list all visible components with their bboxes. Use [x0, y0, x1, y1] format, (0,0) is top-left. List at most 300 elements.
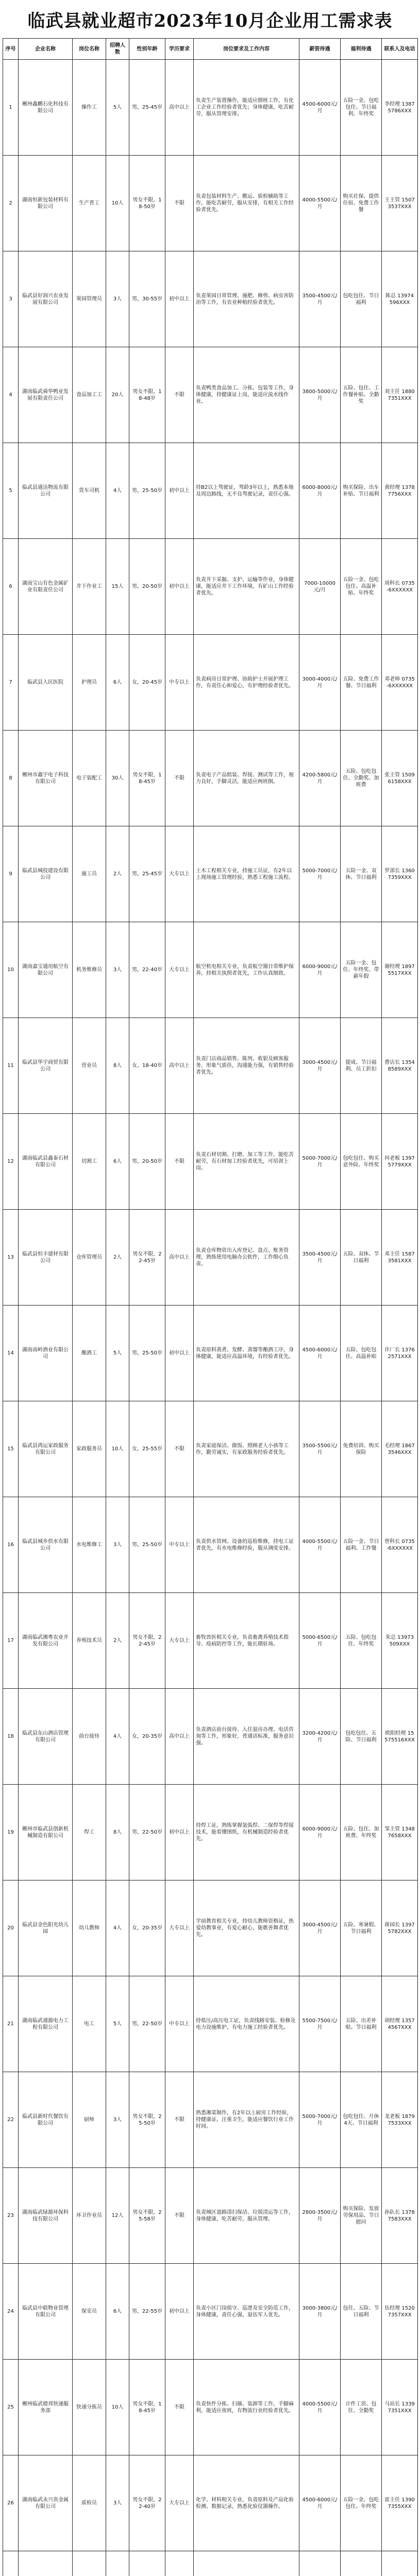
table-cell: 4500-6000元/月: [299, 2455, 341, 2551]
table-cell: 李经理 13875786XXX: [382, 60, 418, 156]
table-cell: 负责城区道路清扫保洁、垃圾清运等工作，身体健康，吃苦耐劳，服从管理。: [194, 2168, 299, 2264]
table-cell: 3人: [106, 922, 129, 1018]
table-cell: 负责井下采掘、支护、运输等作业，身体健康，能适应井下工作环境，有矿山工作经验者优先。: [194, 539, 299, 635]
table-cell: 19: [3, 1785, 19, 1880]
table-cell: 邓老师 0735-6XXXXXX: [382, 635, 418, 731]
table-cell: [73, 2551, 106, 2576]
table-cell: 临武县城乡供水有限公司: [19, 1497, 73, 1593]
table-cell: 4人: [106, 1880, 129, 1976]
table-cell: 马站长 13397351XXX: [382, 2360, 418, 2455]
table-cell: 航空机电相关专业，负责航空器日常维护保养，持相关执照者优先，工作认真细致。: [194, 922, 299, 1018]
table-cell: 初中以上: [165, 1306, 194, 1401]
table-cell: 负责小区门岗值守、巡逻及安全防范工作，身体健康，责任心强，退伍军人优先。: [194, 2264, 299, 2360]
table-cell: 郴州市鑫宇电子科技有限公司: [19, 731, 73, 826]
table-row: [3, 2072, 418, 2168]
table-cell: 4500-6000元/月: [299, 60, 341, 156]
table-row: [3, 635, 418, 731]
table-cell: [19, 2551, 73, 2576]
table-cell: 包吃包住、月休4天、节日福利: [341, 2072, 382, 2168]
table-row: [3, 922, 418, 1018]
table-cell: [165, 2551, 194, 2576]
table-cell: 五险、免费工作餐、节日福利: [341, 635, 382, 731]
table-cell: 临武县人民医院: [19, 635, 73, 731]
table-cell: 男，30-55岁: [129, 251, 165, 347]
table-cell: 30人: [106, 731, 129, 826]
column-header: 学历要求: [165, 39, 194, 60]
table-cell: 负责电子产品组装、焊接、测试等工作，视力良好，手脚灵活，能适应两班倒。: [194, 731, 299, 826]
table-cell: 购买社保、提供住宿、免费工作餐: [341, 156, 382, 251]
table-cell: 质检员: [73, 2455, 106, 2551]
table-cell: 不限: [165, 2360, 194, 2455]
table-cell: 18: [3, 1689, 19, 1785]
table-cell: [106, 2551, 129, 2576]
table-cell: 龙老板 18797533XXX: [382, 2072, 418, 2168]
table-cell: 4人: [106, 1689, 129, 1785]
table-cell: 5000-7000元/月: [299, 826, 341, 922]
table-cell: 负责门店商品销售、陈列、收银及顾客服务，形象气质佳，沟通能力强，有销售经验者优先。: [194, 1018, 299, 1114]
table-cell: 机务维修员: [73, 922, 106, 1018]
table-cell: 湖南临武永兴贵金属有限公司: [19, 2455, 73, 2551]
table-row: [3, 2168, 418, 2264]
table-cell: 男，22-50岁: [129, 1785, 165, 1880]
column-header: 招聘人数: [106, 39, 129, 60]
table-cell: 女，20-35岁: [129, 1689, 165, 1785]
table-row: [3, 1018, 418, 1114]
table-cell: 切割工: [73, 1114, 106, 1210]
table-cell: 湖南恒新包装材料有限公司: [19, 156, 73, 251]
column-header: 序号: [3, 39, 19, 60]
table-cell: 持焊工证，熟练掌握氩弧焊、二保焊等焊接技术，能看懂图纸，有机械制造经验者优先。: [194, 1785, 299, 1880]
table-cell: 计件工资、包住、全勤奖: [341, 2360, 382, 2455]
table-cell: 保安员: [73, 2264, 106, 2360]
table-row: [3, 1401, 418, 1497]
table-cell: 临武县通达物流有限公司: [19, 443, 73, 539]
table-cell: 4: [3, 347, 19, 443]
table-row: [3, 1497, 418, 1593]
table-cell: 5: [3, 443, 19, 539]
table-cell: 操作工: [73, 60, 106, 156]
table-cell: 6000-9000元/月: [299, 922, 341, 1018]
table-cell: 伍经理 15207357XXX: [382, 2264, 418, 2360]
table-cell: 5000-7000元/月: [299, 2072, 341, 2168]
table-row: [3, 1210, 418, 1306]
table-cell: 果园管理员: [73, 251, 106, 347]
table-cell: 负责病房日常护理、协助护士开展护理工作，有责任心和爱心，有护理经验者优先。: [194, 635, 299, 731]
table-cell: 大专以上: [165, 1593, 194, 1689]
table-cell: 6人: [106, 635, 129, 731]
table-cell: 初中以上: [165, 251, 194, 347]
table-cell: 2人: [106, 826, 129, 922]
table-cell: 13: [3, 1210, 19, 1306]
table-cell: 酿酒工: [73, 1306, 106, 1401]
table-cell: 10人: [106, 1401, 129, 1497]
table-cell: 男女不限，18-45岁: [129, 2360, 165, 2455]
table-cell: 不限: [165, 156, 194, 251]
table-cell: 5人: [106, 60, 129, 156]
table-cell: 胡经理 13574567XXX: [382, 1976, 418, 2072]
table-cell: 熟悉湘菜制作，有2年以上厨房工作经验，持健康证，注重卫生，能适应餐饮行业工作时间。: [194, 2072, 299, 2168]
table-cell: 初中以上: [165, 443, 194, 539]
table-cell: 男女不限，22-45岁: [129, 1593, 165, 1689]
table-cell: 6人: [106, 1114, 129, 1210]
table-cell: 3人: [106, 1497, 129, 1593]
table-cell: 不限: [165, 731, 194, 826]
table-cell: 包吃包住、购买意外险、年终奖: [341, 1114, 382, 1210]
table-cell: 五险一金、包吃包住、年终奖: [341, 2455, 382, 2551]
table-cell: 五险、包住、工作餐补贴、全勤奖: [341, 347, 382, 443]
table-cell: 3200-4200元/月: [299, 1689, 341, 1785]
table-cell: 五险、寒暑假、节日福利: [341, 1880, 382, 1976]
table-cell: 24: [3, 2264, 19, 2360]
table-cell: 欧阳经理 15575516XXX: [382, 1689, 418, 1785]
table-cell: 临武县恒丰建材有限公司: [19, 1210, 73, 1306]
table-cell: 9: [3, 826, 19, 922]
table-cell: 湖南南岭酒业有限公司: [19, 1306, 73, 1401]
table-cell: 临武县华宇商贸有限公司: [19, 1018, 73, 1114]
table-cell: 不限: [165, 1114, 194, 1210]
table-cell: 7000-10000元/月: [299, 539, 341, 635]
table-cell: 仓库管理员: [73, 1210, 106, 1306]
table-cell: 男女不限，18-45岁: [129, 731, 165, 826]
table-cell: 3人: [106, 2072, 129, 2168]
table-row: [3, 2360, 418, 2455]
table-cell: 电子装配工: [73, 731, 106, 826]
table-cell: 临武县中联物业管理有限公司: [19, 2264, 73, 2360]
table-cell: 男女不限，18-50岁: [129, 156, 165, 251]
table-cell: 不限: [165, 347, 194, 443]
table-cell: 4000-5500元/月: [299, 156, 341, 251]
table-cell: 快递分拣员: [73, 2360, 106, 2455]
table-cell: 高中以上: [165, 1210, 194, 1306]
table-cell: 湖南临武通源电力工程有限公司: [19, 1976, 73, 2072]
table-cell: 22: [3, 2072, 19, 2168]
column-header: 岗位要求及工作内容: [194, 39, 299, 60]
table-cell: 免费培训、购买保险: [341, 1401, 382, 1497]
table-cell: 何老板 13975779XXX: [382, 1114, 418, 1210]
table-cell: 10人: [106, 156, 129, 251]
page-title: 临武县就业超市2023年10月企业用工需求表: [27, 10, 393, 31]
table-cell: 五险一金、双休、节日福利: [341, 826, 382, 922]
table-cell: 湖南临武舜华鸭业发展有限责任公司: [19, 347, 73, 443]
table-cell: 邓主任 15873581XXX: [382, 1210, 418, 1306]
column-header: 企业名称: [19, 39, 73, 60]
table-header-row: [3, 39, 418, 60]
column-header: 性别年龄: [129, 39, 165, 60]
table-row: [3, 251, 418, 347]
table-cell: 15人: [106, 539, 129, 635]
table-cell: 大专以上: [165, 1880, 194, 1976]
table-row: [3, 156, 418, 251]
table-cell: 中专以上: [165, 1976, 194, 2072]
table-cell: 男，25-45岁: [129, 60, 165, 156]
table-row: [3, 1689, 418, 1785]
table-row: [3, 2264, 418, 2360]
table-cell: 厨师: [73, 2072, 106, 2168]
table-cell: 3000-4000元/月: [299, 635, 341, 731]
table-cell: 临武县鸿运家政服务有限公司: [19, 1401, 73, 1497]
table-cell: 15: [3, 1401, 19, 1497]
table-cell: 毛经理 18673546XXX: [382, 1401, 418, 1497]
table-cell: 初中以上: [165, 1785, 194, 1880]
table-cell: 包吃包住、节日福利: [341, 251, 382, 347]
table-cell: 不限: [165, 2168, 194, 2264]
table-cell: 张主管 15096158XXX: [382, 731, 418, 826]
table-cell: 5500-7500元/月: [299, 1976, 341, 2072]
table-cell: 3人: [106, 251, 129, 347]
table-cell: 雷主任 13907355XXX: [382, 2455, 418, 2551]
table-cell: 3000-4500元/月: [299, 1018, 341, 1114]
table-cell: 3000-3800元/月: [299, 2264, 341, 2360]
table-cell: 5人: [106, 1976, 129, 2072]
table-cell: 4200-5800元/月: [299, 731, 341, 826]
table-cell: 负责果园日常管理、施肥、修剪、病虫害防治等工作，有农业种植经验者优先。: [194, 251, 299, 347]
table-cell: 3人: [106, 2455, 129, 2551]
table-cell: 男，20-50岁: [129, 1114, 165, 1210]
table-cell: 10: [3, 922, 19, 1018]
table-cell: 女，25-55岁: [129, 1401, 165, 1497]
table-cell: 刘主任 18807351XXX: [382, 347, 418, 443]
table-cell: 负责家庭保洁、做饭、照顾老人小孩等工作，勤劳诚实，有家政服务经验者优先。: [194, 1401, 299, 1497]
table-cell: 20人: [106, 347, 129, 443]
table-cell: 男，22-50岁: [129, 1976, 165, 2072]
table-cell: 6人: [106, 2264, 129, 2360]
table-cell: 3800-5000元/月: [299, 347, 341, 443]
table-cell: 包吃包住、五险、节日福利: [341, 1689, 382, 1785]
table-cell: 4500-6000元/月: [299, 1306, 341, 1401]
table-row: [3, 2551, 418, 2576]
table-cell: 男，25-45岁: [129, 826, 165, 922]
table-cell: 6000-9000元/月: [299, 1785, 341, 1880]
table-cell: 五险、包住、加班费、年终奖: [341, 1785, 382, 1880]
table-cell: 3500-5500元/月: [299, 1401, 341, 1497]
table-cell: 五险、出差补贴、节日福利: [341, 1976, 382, 2072]
table-cell: 临武县新时代餐饮有限公司: [19, 2072, 73, 2168]
table-cell: 焊工: [73, 1785, 106, 1880]
table-cell: 初中以上: [165, 539, 194, 635]
table-cell: 曾科长 0735-6XXXXXX: [382, 1497, 418, 1593]
table-cell: 养殖技术员: [73, 1593, 106, 1689]
table-cell: 不限: [165, 2072, 194, 2168]
column-header: 薪资待遇: [299, 39, 341, 60]
table-cell: 男女不限，22-40岁: [129, 2455, 165, 2551]
table-cell: 负责石材切割、打磨、加工等工作，能吃苦耐劳，有石材加工经验者优先，可培训上岗。: [194, 1114, 299, 1210]
table-cell: [3, 2551, 19, 2576]
table-cell: 湖南临武绿源环保科技有限公司: [19, 2168, 73, 2264]
table-cell: 大专以上: [165, 2455, 194, 2551]
table-cell: 购买保险、发放劳保用品、节日慰问: [341, 2168, 382, 2264]
table-cell: 水电维修工: [73, 1497, 106, 1593]
table-cell: 郴州临武德邦快递服务部: [19, 2360, 73, 2455]
table-cell: 电工: [73, 1976, 106, 2072]
table-cell: 学前教育相关专业，持幼儿教师资格证，热爱幼教事业，有爱心耐心，能歌善舞者优先。: [194, 1880, 299, 1976]
table-cell: [382, 2551, 418, 2576]
table-cell: 8: [3, 731, 19, 826]
table-cell: 五险一金、节日福利、工作餐: [341, 1497, 382, 1593]
table-cell: 临武县城投建设有限公司: [19, 826, 73, 922]
table-cell: 前台接待: [73, 1689, 106, 1785]
table-row: [3, 1976, 418, 2072]
table-cell: 中专以上: [165, 1497, 194, 1593]
table-cell: 五险一金、包吃包住、节日福利、年终奖: [341, 60, 382, 156]
table-cell: 谢经理 18975517XXX: [382, 922, 418, 1018]
table-cell: 男，22-55岁: [129, 2264, 165, 2360]
column-header: 岗位名称: [73, 39, 106, 60]
table-cell: 负责鸭类食品加工、分拣、包装等工作，身体健康，持健康证上岗，能适应流水线作业。: [194, 347, 299, 443]
table-cell: 蒋园长 13975782XXX: [382, 1880, 418, 1976]
table-cell: 五险、双休、节日福利: [341, 1210, 382, 1306]
table-cell: 大专以上: [165, 826, 194, 922]
table-cell: 高中以上: [165, 60, 194, 156]
table-cell: 21: [3, 1976, 19, 2072]
table-cell: 高中以上: [165, 1018, 194, 1114]
table-cell: 男女不限，22-45岁: [129, 1210, 165, 1306]
table-cell: 湖南嘉宝通用航空有限公司: [19, 922, 73, 1018]
column-header: 福利待遇: [341, 39, 382, 60]
table-cell: 16: [3, 1497, 19, 1593]
table-cell: 包住、五险、节日福利: [341, 2264, 382, 2360]
table-cell: 负责仓库物资出入库登记、盘点、账务管理，熟练使用电脑办公软件，工作细心负责。: [194, 1210, 299, 1306]
table-cell: 8人: [106, 1785, 129, 1880]
table-cell: 5000-6500元/月: [299, 1593, 341, 1689]
table-cell: 大专以上: [165, 922, 194, 1018]
table-cell: 朱总 13973509XXX: [382, 1593, 418, 1689]
table-cell: 不限: [165, 1401, 194, 1497]
table-cell: 11: [3, 1018, 19, 1114]
table-cell: 护理员: [73, 635, 106, 731]
table-cell: 持低压/高压电工证，负责线路安装、检修及电力设施维护，有电力施工经验者优先。: [194, 1976, 299, 2072]
table-cell: 负责供水管网、设备的巡检维修，持电工证者优先，有水电维修经验，服从调度安排。: [194, 1497, 299, 1593]
table-cell: 五险一金、包住、年终奖、带薪年假: [341, 922, 382, 1018]
table-cell: 12人: [106, 2168, 129, 2264]
table-cell: 10人: [106, 2360, 129, 2455]
table-cell: 五险、包吃包住、年终奖: [341, 1593, 382, 1689]
table-cell: 初中以上: [165, 2264, 194, 2360]
table-cell: 25: [3, 2360, 19, 2455]
table-cell: 陈总 13974596XXX: [382, 251, 418, 347]
table-cell: 12: [3, 1114, 19, 1210]
table-cell: 持B2以上驾驶证，驾龄3年以上，熟悉本地及周边路线，无不良驾驶记录，责任心强。: [194, 443, 299, 539]
table-cell: 男，25-50岁: [129, 443, 165, 539]
table-cell: 负责包装材料生产、搬运、质检辅助等工作，能吃苦耐劳，服从安排，有相关工作经验者优先。: [194, 156, 299, 251]
table-cell: 邹主管 13487658XXX: [382, 1785, 418, 1880]
table-cell: 负责原料蒸煮、发酵、蒸馏等酿酒工序，身体健康，能适应高温环境，有经验者优先。: [194, 1306, 299, 1401]
table-cell: 购买保险、出车补贴、节日福利: [341, 443, 382, 539]
table-cell: 男女不限，25-58岁: [129, 2168, 165, 2264]
table-cell: 2人: [106, 1593, 129, 1689]
table-cell: 高中以上: [165, 1689, 194, 1785]
table-cell: 郴州市临武县创新机械制造有限公司: [19, 1785, 73, 1880]
table-row: [3, 2455, 418, 2551]
table-cell: 五险、包吃包住、高温补贴: [341, 1306, 382, 1401]
table-cell: 周科长 0735-6XXXXXX: [382, 539, 418, 635]
table-cell: 3500-4500元/月: [299, 1210, 341, 1306]
table-cell: 女，18-40岁: [129, 1018, 165, 1114]
table-cell: 井下作业工: [73, 539, 106, 635]
table-cell: 7: [3, 635, 19, 731]
table-row: [3, 347, 418, 443]
table-cell: 4000-5500元/月: [299, 2360, 341, 2455]
table-row: [3, 539, 418, 635]
table-cell: 湖南临武县鑫泰石材有限公司: [19, 1114, 73, 1210]
table-cell: 男，22-40岁: [129, 922, 165, 1018]
table-cell: 男女不限，25-50岁: [129, 2072, 165, 2168]
table-cell: 土木工程相关专业，持施工员证，有2年以上现场施工管理经验，熟悉工程施工流程。: [194, 826, 299, 922]
table-row: [3, 60, 418, 156]
table-cell: 施工员: [73, 826, 106, 922]
table-cell: 食品加工工: [73, 347, 106, 443]
table-cell: 曹店长 13548589XXX: [382, 1018, 418, 1114]
table-cell: 26: [3, 2455, 19, 2551]
table-row: [3, 1593, 418, 1689]
table-cell: 男，25-50岁: [129, 1497, 165, 1593]
table-cell: 许厂长 13762571XXX: [382, 1306, 418, 1401]
table-row: [3, 1114, 418, 1210]
table-cell: 男，25-50岁: [129, 1306, 165, 1401]
table-cell: 2800-3500元/月: [299, 2168, 341, 2264]
table-cell: 5000-7000元/月: [299, 1114, 341, 1210]
table-cell: 17: [3, 1593, 19, 1689]
table-cell: 湖南宝山有色金属矿业有限责任公司: [19, 539, 73, 635]
table-cell: 中专以上: [165, 635, 194, 731]
table-row: [3, 826, 418, 922]
table-cell: 负责快件分拣、扫描、装卸等工作，手脚麻利，能适应夜班，有物流行业经验者优先。: [194, 2360, 299, 2455]
table-cell: [299, 2551, 341, 2576]
table-cell: 女，20-45岁: [129, 635, 165, 731]
table-cell: 负责生产装置操作，能适应倒班工作，有化工企业工作经验者优先；身体健康，吃苦耐劳，服从管理安排。: [194, 60, 299, 156]
column-header: 联系人及电话: [382, 39, 418, 60]
table-row: [3, 731, 418, 826]
table-cell: [341, 2551, 382, 2576]
table-cell: [194, 2551, 299, 2576]
table-cell: 畜牧兽医相关专业，负责畜禽养殖技术指导、疫病防控等工作，能长期驻场。: [194, 1593, 299, 1689]
table-cell: 临武县金色阳光幼儿园: [19, 1880, 73, 1976]
table-cell: 孙队长 13787583XXX: [382, 2168, 418, 2264]
table-cell: 家政服务员: [73, 1401, 106, 1497]
table-cell: 3000-4500元/月: [299, 1880, 341, 1976]
table-cell: 3: [3, 251, 19, 347]
table-cell: 罗部长 13607359XXX: [382, 826, 418, 922]
table-cell: 女，20-35岁: [129, 1880, 165, 1976]
table-cell: 王主管 15073537XXX: [382, 156, 418, 251]
table-cell: 6000-8000元/月: [299, 443, 341, 539]
table-row: [3, 1785, 418, 1880]
table-cell: 环卫作业员: [73, 2168, 106, 2264]
table-cell: 货车司机: [73, 443, 106, 539]
table-cell: 提成、节日福利、员工折扣: [341, 1018, 382, 1114]
table-cell: 2人: [106, 1210, 129, 1306]
table-cell: 临武县好润兴农业发展有限公司: [19, 251, 73, 347]
table-cell: 男，20-50岁: [129, 539, 165, 635]
table-cell: 3500-4500元/月: [299, 251, 341, 347]
table-cell: 化学、材料相关专业，负责原料及产品化验检测、数据记录，熟悉化验仪器操作。: [194, 2455, 299, 2551]
table-cell: 临武县东山酒店管理有限公司: [19, 1689, 73, 1785]
table-cell: 负责酒店前台接待、入住退房办理、电话咨询等工作，形象好，普通话标准，服务意识强。: [194, 1689, 299, 1785]
table-cell: 4人: [106, 443, 129, 539]
table-cell: 4000-5500元/月: [299, 1497, 341, 1593]
table-cell: 5人: [106, 1306, 129, 1401]
table-cell: 6: [3, 539, 19, 635]
table-cell: 2: [3, 156, 19, 251]
table-row: [3, 1306, 418, 1401]
table-cell: [129, 2551, 165, 2576]
table-cell: 20: [3, 1880, 19, 1976]
table-cell: 营业员: [73, 1018, 106, 1114]
table-cell: 8人: [106, 1018, 129, 1114]
table-cell: 五险、包吃包住、全勤奖、加班费: [341, 731, 382, 826]
table-cell: 郴州鑫鹏石化科技有限公司: [19, 60, 73, 156]
table-cell: 幼儿教师: [73, 1880, 106, 1976]
table-row: [3, 443, 418, 539]
